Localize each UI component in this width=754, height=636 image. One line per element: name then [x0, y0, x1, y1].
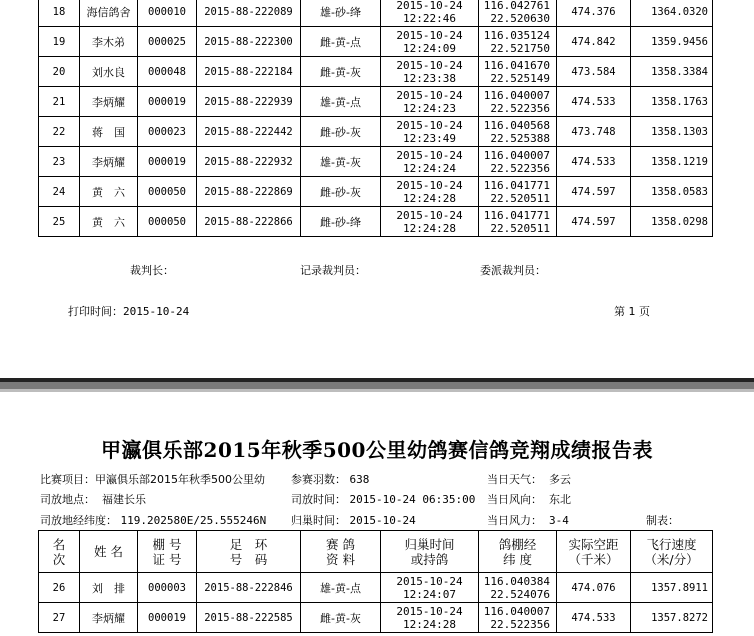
table-row — [39, 87, 713, 117]
loft-coords-cell: 116.040007 22.522356 — [479, 147, 557, 177]
name-cell: 黄 六 — [80, 207, 138, 237]
loft-coords-cell: 116.041771 22.520511 — [479, 177, 557, 207]
tabulator-label: 制表： — [646, 514, 679, 527]
ring-number-cell: 2015-88-222089 — [197, 0, 301, 27]
rank-cell: 25 — [39, 207, 80, 237]
loft-coords-cell: 116.040568 22.525388 — [479, 117, 557, 147]
ring-number-cell: 2015-88-222866 — [197, 207, 301, 237]
speed-cell: 1358.0583 — [631, 177, 713, 207]
loft-coords-cell: 116.040007 22.522356 — [479, 87, 557, 117]
print-time-value: 2015-10-24 — [123, 305, 190, 318]
distance-cell: 474.076 — [557, 573, 631, 603]
pigeon-info-cell: 雄-砂-绛 — [301, 0, 381, 27]
wind-force-field — [487, 512, 569, 528]
release-place-label: 司放地点： — [40, 493, 95, 506]
speed-cell: 1357.8911 — [631, 573, 713, 603]
release-time-label: 司放时间： — [291, 493, 346, 506]
name-cell: 蒋 国 — [80, 117, 138, 147]
page-separator — [0, 378, 754, 392]
pigeon-info-cell: 雌-黄-点 — [301, 27, 381, 57]
rank-cell: 21 — [39, 87, 80, 117]
distance-cell: 474.533 — [557, 147, 631, 177]
release-time-field — [291, 491, 475, 507]
event-label: 比赛项目： — [40, 473, 95, 486]
pigeon-info-cell: 雌-砂-绛 — [301, 207, 381, 237]
pigeon-info-cell: 雌-黄-灰 — [301, 57, 381, 87]
return-time-cell: 2015-10-24 12:22:46 — [381, 0, 479, 27]
entry-count-value: 638 — [349, 473, 370, 486]
loft-id-cell: 000025 — [138, 27, 197, 57]
table-row — [39, 147, 713, 177]
loft-id-cell: 000010 — [138, 0, 197, 27]
name-cell: 李炳耀 — [80, 87, 138, 117]
wind-force-label: 当日风力： — [487, 514, 542, 527]
return-time-value: 2015-10-24 — [349, 514, 416, 527]
page-number: 第 1 页 — [614, 305, 650, 318]
pigeon-info-cell: 雄-黄-灰 — [301, 147, 381, 177]
ring-number-cell: 2015-88-222846 — [197, 573, 301, 603]
table-row — [39, 207, 713, 237]
release-time-value: 2015-10-24 06:35:00 — [349, 493, 476, 506]
speed-cell: 1359.9456 — [631, 27, 713, 57]
table-row — [39, 0, 713, 27]
rank-cell: 22 — [39, 117, 80, 147]
table-header-row — [39, 531, 713, 573]
entry-count-label: 参赛羽数： — [291, 473, 346, 486]
loft-coords-cell: 116.035124 22.521750 — [479, 27, 557, 57]
loft-id-cell: 000019 — [138, 87, 197, 117]
name-cell: 李木弟 — [80, 27, 138, 57]
entry-count-field — [291, 471, 369, 487]
header-return-time: 归巢时间 或持鸽 — [381, 531, 479, 573]
weather-label: 当日天气： — [487, 473, 542, 486]
rank-cell: 24 — [39, 177, 80, 207]
speed-cell: 1364.0320 — [631, 0, 713, 27]
wind-direction-label: 当日风向： — [487, 493, 542, 506]
referee-signature: 裁判长： — [130, 264, 174, 277]
return-time-cell: 2015-10-24 12:24:24 — [381, 147, 479, 177]
header-speed: 飞行速度 （米/分） — [631, 531, 713, 573]
return-time-cell: 2015-10-24 12:24:23 — [381, 87, 479, 117]
distance-cell: 474.597 — [557, 177, 631, 207]
wind-force-value: 3-4 — [549, 514, 569, 527]
name-cell: 李炳耀 — [80, 147, 138, 177]
distance-cell: 474.597 — [557, 207, 631, 237]
loft-coords-cell: 116.041771 22.520511 — [479, 207, 557, 237]
loft-id-cell: 000003 — [138, 573, 197, 603]
table-row — [39, 573, 713, 603]
ring-number-cell: 2015-88-222184 — [197, 57, 301, 87]
pigeon-info-cell: 雄-黄-点 — [301, 87, 381, 117]
loft-id-cell: 000050 — [138, 207, 197, 237]
header-loft-id: 棚 号 证 号 — [138, 531, 197, 573]
header-rank: 名 次 — [39, 531, 80, 573]
distance-cell: 473.584 — [557, 57, 631, 87]
loft-id-cell: 000019 — [138, 147, 197, 177]
rank-cell: 27 — [39, 603, 80, 633]
table-row — [39, 177, 713, 207]
results-table-bottom — [38, 530, 713, 633]
rank-cell: 18 — [39, 0, 80, 27]
event-field — [40, 471, 265, 487]
return-time-cell: 2015-10-24 12:24:28 — [381, 207, 479, 237]
speed-cell: 1358.1303 — [631, 117, 713, 147]
loft-id-cell: 000023 — [138, 117, 197, 147]
loft-id-cell: 000019 — [138, 603, 197, 633]
ring-number-cell: 2015-88-222585 — [197, 603, 301, 633]
pigeon-info-cell: 雌-砂-灰 — [301, 117, 381, 147]
name-cell: 李炳耀 — [80, 603, 138, 633]
recorder-signature: 记录裁判员： — [300, 264, 366, 277]
weather-value: 多云 — [549, 473, 571, 486]
pigeon-info-cell: 雌-黄-灰 — [301, 603, 381, 633]
pigeon-info-cell: 雄-黄-点 — [301, 573, 381, 603]
header-loft-coords: 鸽棚经 纬 度 — [479, 531, 557, 573]
loft-id-cell: 000048 — [138, 57, 197, 87]
report-title: 甲瀛俱乐部2015年秋季500公里幼鸽赛信鸽竞翔成绩报告表 — [101, 438, 653, 462]
rank-cell: 26 — [39, 573, 80, 603]
speed-cell: 1358.3384 — [631, 57, 713, 87]
pigeon-info-cell: 雌-砂-灰 — [301, 177, 381, 207]
rank-cell: 23 — [39, 147, 80, 177]
event-value: 甲瀛俱乐部2015年秋季500公里幼 — [95, 473, 265, 486]
name-cell: 刘水良 — [80, 57, 138, 87]
loft-coords-cell: 116.040007 22.522356 — [479, 603, 557, 633]
speed-cell: 1358.1763 — [631, 87, 713, 117]
return-time-cell: 2015-10-24 12:23:49 — [381, 117, 479, 147]
release-place-field — [40, 491, 146, 507]
speed-cell: 1358.0298 — [631, 207, 713, 237]
return-time-cell: 2015-10-24 12:24:07 — [381, 573, 479, 603]
release-coords-label: 司放地经纬度： — [40, 514, 117, 527]
wind-direction-field — [487, 491, 571, 507]
ring-number-cell: 2015-88-222869 — [197, 177, 301, 207]
speed-cell: 1358.1219 — [631, 147, 713, 177]
name-cell: 海信鸽舍 — [80, 0, 138, 27]
weather-field — [487, 471, 571, 487]
loft-coords-cell: 116.041670 22.525149 — [479, 57, 557, 87]
ring-number-cell: 2015-88-222939 — [197, 87, 301, 117]
results-table-top — [38, 0, 713, 237]
name-cell: 黄 六 — [80, 177, 138, 207]
distance-cell: 474.533 — [557, 87, 631, 117]
header-pigeon-info: 赛 鸽 资 料 — [301, 531, 381, 573]
header-ring-number: 足 环 号 码 — [197, 531, 301, 573]
ring-number-cell: 2015-88-222442 — [197, 117, 301, 147]
return-time-cell: 2015-10-24 12:24:28 — [381, 603, 479, 633]
return-time-cell: 2015-10-24 12:23:38 — [381, 57, 479, 87]
release-coords-value: 119.202580E/25.555246N — [120, 514, 267, 527]
wind-direction-value: 东北 — [549, 493, 571, 506]
return-time-field — [291, 512, 416, 528]
ring-number-cell: 2015-88-222932 — [197, 147, 301, 177]
return-time-cell: 2015-10-24 12:24:28 — [381, 177, 479, 207]
ring-number-cell: 2015-88-222300 — [197, 27, 301, 57]
header-name: 姓 名 — [80, 531, 138, 573]
release-coords-field — [40, 512, 266, 528]
name-cell: 刘 排 — [80, 573, 138, 603]
rank-cell: 20 — [39, 57, 80, 87]
table-row — [39, 117, 713, 147]
distance-cell: 474.376 — [557, 0, 631, 27]
speed-cell: 1357.8272 — [631, 603, 713, 633]
loft-coords-cell: 116.040384 22.524076 — [479, 573, 557, 603]
loft-id-cell: 000050 — [138, 177, 197, 207]
appointed-referee-signature: 委派裁判员： — [480, 264, 546, 277]
header-distance: 实际空距 （千米） — [557, 531, 631, 573]
rank-cell: 19 — [39, 27, 80, 57]
return-time-cell: 2015-10-24 12:24:09 — [381, 27, 479, 57]
print-time — [68, 303, 189, 319]
print-time-label: 打印时间： — [68, 305, 123, 318]
release-place-value: 福建长乐 — [102, 493, 146, 506]
loft-coords-cell: 116.042761 22.520630 — [479, 0, 557, 27]
table-row — [39, 27, 713, 57]
distance-cell: 474.842 — [557, 27, 631, 57]
table-row — [39, 57, 713, 87]
distance-cell: 474.533 — [557, 603, 631, 633]
table-row — [39, 603, 713, 633]
distance-cell: 473.748 — [557, 117, 631, 147]
return-time-label: 归巢时间： — [291, 514, 346, 527]
